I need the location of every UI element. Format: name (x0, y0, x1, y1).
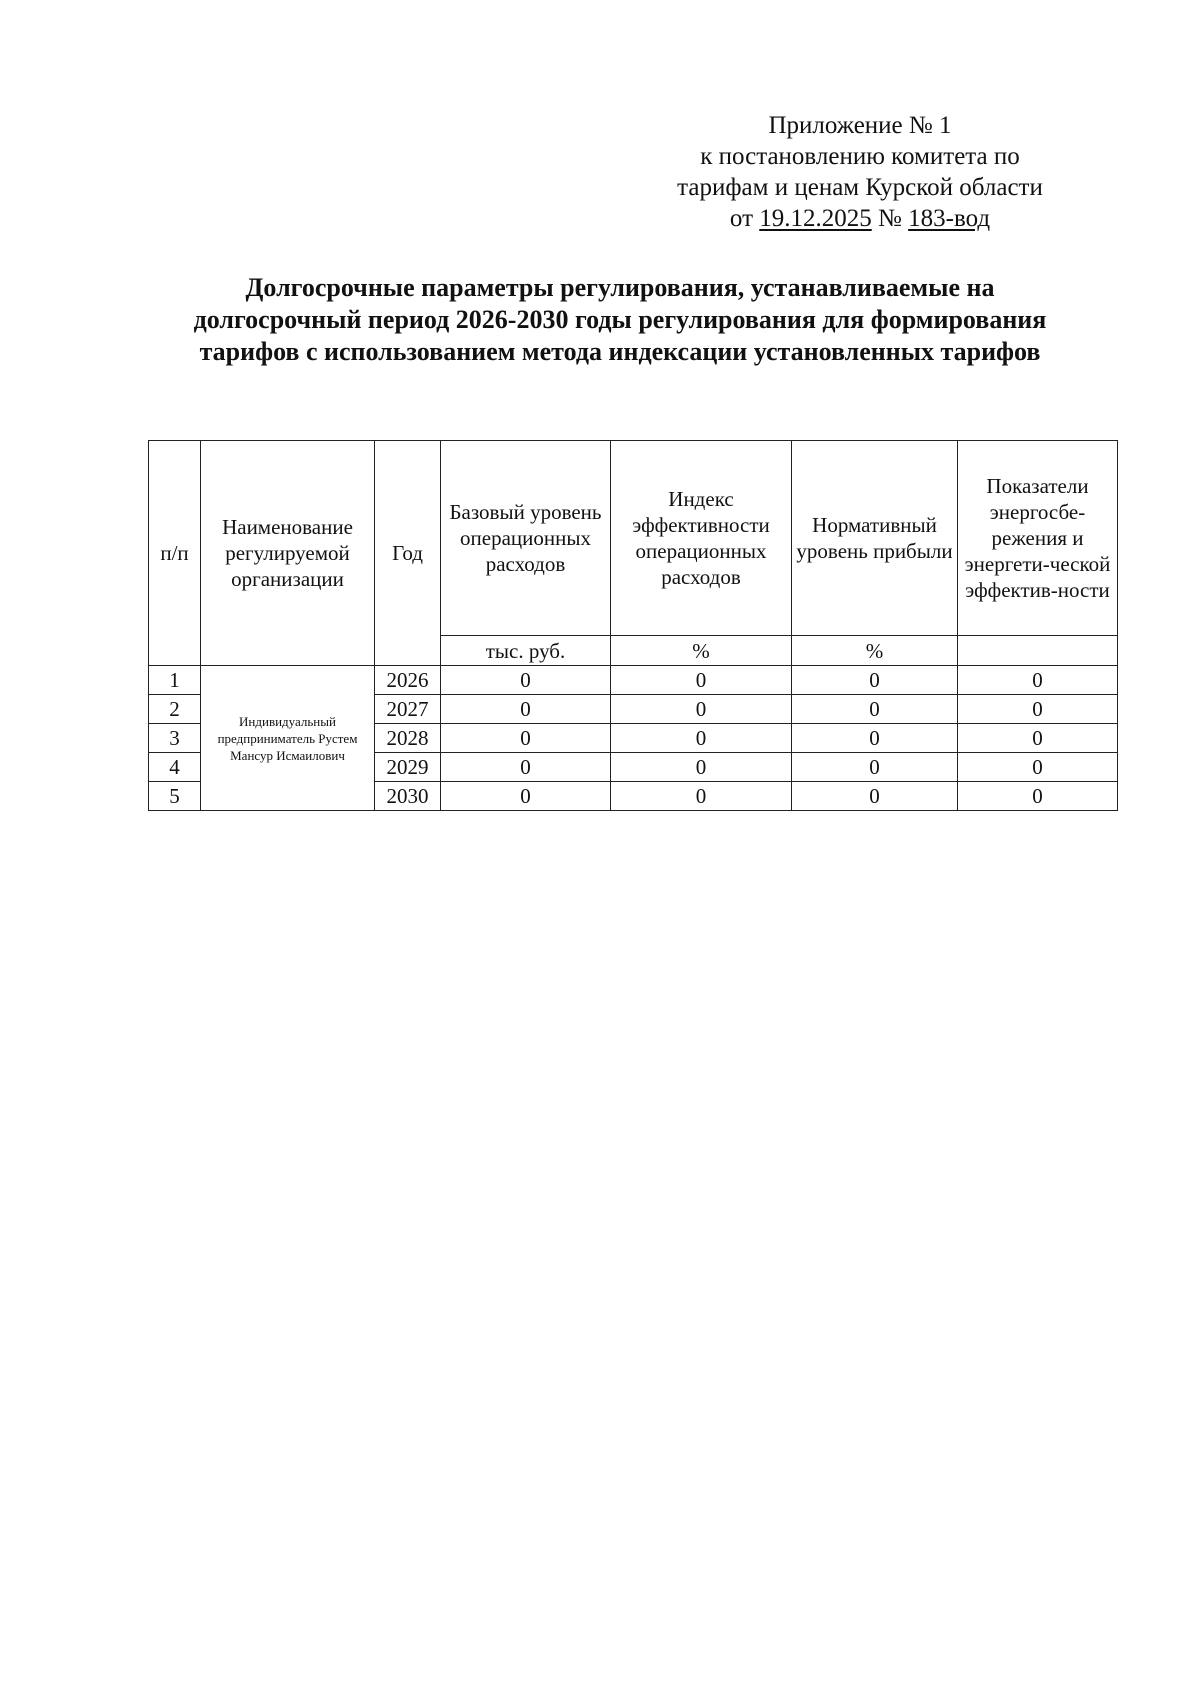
annex-date-line (640, 203, 1080, 234)
row-year: 2026 (375, 666, 441, 695)
row-energy: 0 (958, 782, 1118, 811)
row-energy: 0 (958, 753, 1118, 782)
row-base-opex: 0 (441, 753, 611, 782)
row-profit: 0 (792, 724, 958, 753)
annex-line-committee: тарифам и ценам Курской области (677, 174, 1043, 201)
unit-energy (958, 636, 1118, 666)
row-num: 1 (149, 666, 201, 695)
row-efficiency-index: 0 (611, 782, 792, 811)
document-title: Долгосрочные параметры регулирования, устанавливаемые на долгосрочный период 2026-2030 годы регулирования для формирования тарифов с использованием метода индексации установленных тарифов (193, 273, 1047, 366)
row-profit: 0 (792, 695, 958, 724)
annex-date: 19.12.2025 (759, 205, 872, 232)
annex-block (640, 110, 1080, 234)
annex-number: 183-вод (908, 205, 991, 232)
header-profit: Нормативный уровень прибыли (792, 441, 958, 636)
annex-number-prefix: № (878, 205, 902, 232)
header-energy: Показатели энергосбе-режения и энергети-ческой эффектив-ности (958, 441, 1118, 636)
row-num: 5 (149, 782, 201, 811)
row-base-opex: 0 (441, 666, 611, 695)
row-base-opex: 0 (441, 695, 611, 724)
row-base-opex: 0 (441, 782, 611, 811)
annex-date-prefix: от (729, 205, 754, 232)
row-efficiency-index: 0 (611, 724, 792, 753)
unit-profit: % (792, 636, 958, 666)
annex-title: Приложение № 1 (768, 112, 952, 139)
row-energy: 0 (958, 724, 1118, 753)
header-efficiency-index: Индекс эффективности операционных расходов (611, 441, 792, 636)
row-num: 3 (149, 724, 201, 753)
header-year: Год (375, 441, 441, 666)
row-year: 2028 (375, 724, 441, 753)
parameters-table (148, 440, 1118, 811)
organization-name: Индивидуальный предприниматель Рустем Мансур Исмаилович (201, 666, 375, 811)
row-energy: 0 (958, 695, 1118, 724)
row-profit: 0 (792, 753, 958, 782)
row-year: 2029 (375, 753, 441, 782)
table-row (149, 666, 1118, 695)
row-profit: 0 (792, 666, 958, 695)
header-organization: Наименование регулируемой организации (201, 441, 375, 666)
row-energy: 0 (958, 666, 1118, 695)
row-efficiency-index: 0 (611, 753, 792, 782)
row-profit: 0 (792, 782, 958, 811)
header-base-opex: Базовый уровень операционных расходов (441, 441, 611, 636)
unit-efficiency-index: % (611, 636, 792, 666)
row-num: 4 (149, 753, 201, 782)
row-year: 2027 (375, 695, 441, 724)
annex-line-resolution: к постановлению комитета по (700, 143, 1020, 170)
row-year: 2030 (375, 782, 441, 811)
unit-base-opex: тыс. руб. (441, 636, 611, 666)
row-efficiency-index: 0 (611, 666, 792, 695)
row-base-opex: 0 (441, 724, 611, 753)
table-header-row (149, 441, 1118, 636)
row-efficiency-index: 0 (611, 695, 792, 724)
row-num: 2 (149, 695, 201, 724)
header-num: п/п (149, 441, 201, 666)
